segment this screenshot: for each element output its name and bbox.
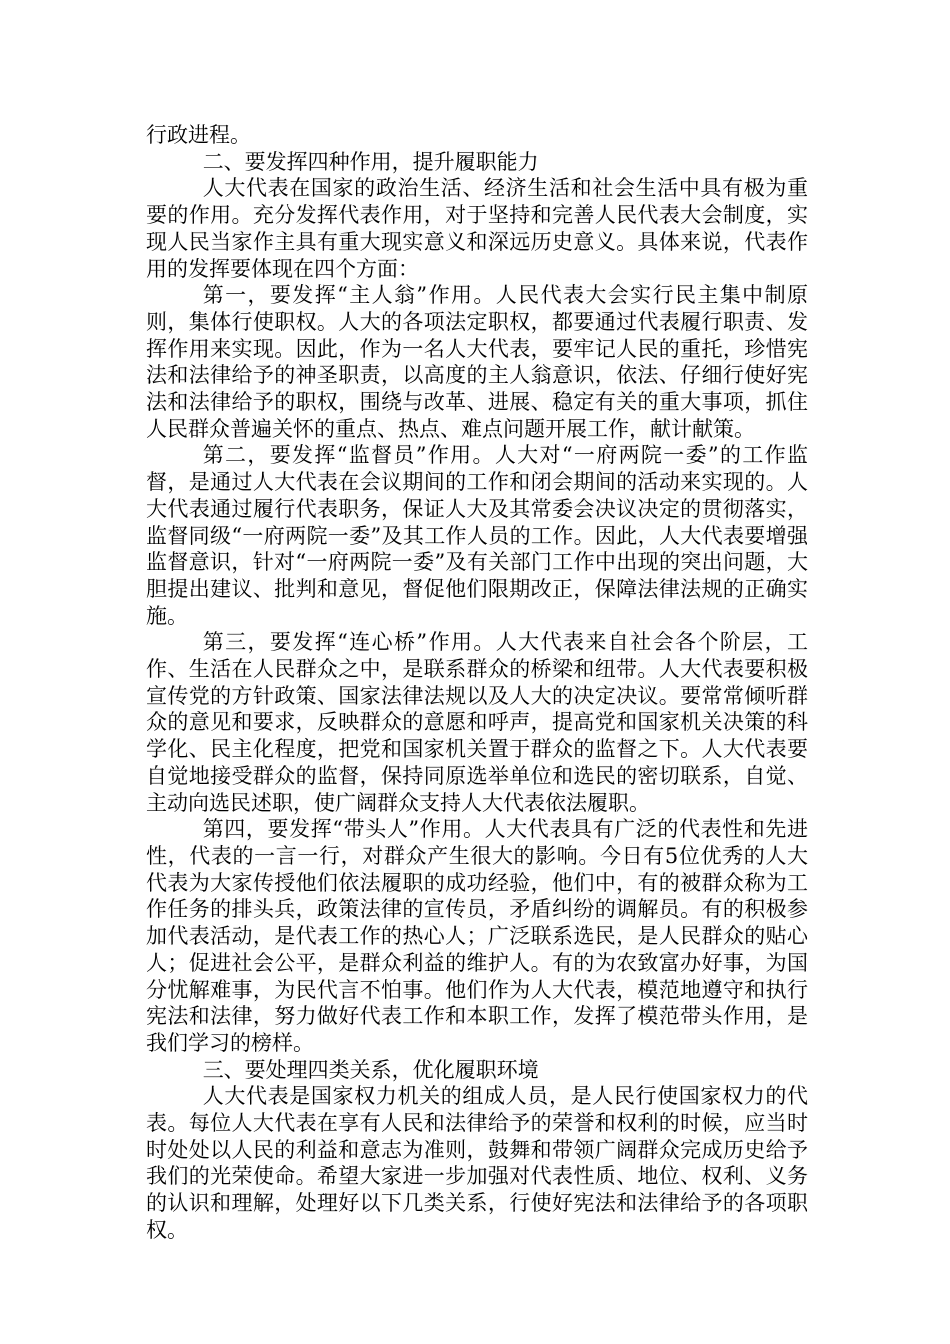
paragraph-section-three-intro: 人大代表是国家权力机关的组成人员，是人民行使国家权力的代表。每位人大代表在享有人民和法律给予的荣誉和权利的时候，应当时时处处以人民的利益和意志为准则，鼓舞和带领广阔群众完成历史给予我们的光荣使命。希望大家进一步加强对代表性质、地位、权利、义务的认识和理解，处理好以下几类关系，行使好宪法和法律给予的各项职权。 bbox=[146, 1084, 808, 1242]
paragraph-first-role: 第一，要发挥“主人翁”作用。人民代表大会实行民主集中制原则，集体行使职权。人大的各项法定职权，都要通过代表履行职责、发挥作用来实现。因此，作为一名人大代表，要牢记人民的重托，珍惜宪法和法律给予的神圣职责，以高度的主人翁意识，依法、仔细行使好宪法和法律给予的职权，围绕与改革、进展、稳定有关的重大事项，抓住人民群众普遍关怀的重点、热点、难点问题开展工作，献计献策。 bbox=[146, 283, 808, 441]
section-heading-three: 三、要处理四类关系，优化履职环境 bbox=[202, 1057, 539, 1082]
paragraph-second-role: 第二，要发挥“监督员”作用。人大对“一府两院一委”的工作监督，是通过人大代表在会议期间的工作和闭会期间的活动来实现的。人大代表通过履行代表职务，保证人大及其常委会决议决定的贯彻落实，监督同级“一府两院一委”及其工作人员的工作。因此，人大代表要增强监督意识，针对“一府两院一委”及有关部门工作中出现的突出问题，大胆提出建议、批判和意见，督促他们限期改正，保障法律法规的正确实施。 bbox=[146, 443, 808, 628]
section-heading-two: 二、要发挥四种作用，提升履职能力 bbox=[202, 149, 539, 174]
document-body bbox=[146, 122, 808, 1244]
paragraph-fourth-role: 第四，要发挥“带头人”作用。人大代表具有广泛的代表性和先进性，代表的一言一行，对群众产生很大的影响。今日有5位优秀的人大代表为大家传授他们依法履职的成功经验，他们中，有的被群众称为工作任务的排头兵，政策法律的宣传员，矛盾纠纷的调解员。有的积极参加代表活动，是代表工作的热心人；广泛联系选民，是人民群众的贴心人；促进社会公平，是群众利益的维护人。有的为农致富办好事，为国分忧解难事，为民代言不怕事。他们作为人大代表，模范地遵守和执行宪法和法律，努力做好代表工作和本职工作，发挥了模范带头作用，是我们学习的榜样。 bbox=[146, 817, 808, 1055]
paragraph-closing-line: 行政进程。 bbox=[146, 123, 251, 147]
paragraph-third-role: 第三，要发挥“连心桥”作用。人大代表来自社会各个阶层，工作、生活在人民群众之中，是联系群众的桥梁和纽带。人大代表要积极宣传党的方针政策、国家法律法规以及人大的决定决议。要常常倾听群众的意见和要求，反映群众的意愿和呼声，提高党和国家机关决策的科学化、民主化程度，把党和国家机关置于群众的监督之下。人大代表要自觉地接受群众的监督，保持同原选举单位和选民的密切联系，自觉、主动向选民述职，使广阔群众支持人大代表依法履职。 bbox=[146, 630, 808, 815]
paragraph-section-two-intro: 人大代表在国家的政治生活、经济生活和社会生活中具有极为重要的作用。充分发挥代表作用，对于坚持和完善人民代表大会制度，实现人民当家作主具有重大现实意义和深远历史意义。具体来说，代表作用的发挥要体现在四个方面： bbox=[146, 176, 808, 281]
